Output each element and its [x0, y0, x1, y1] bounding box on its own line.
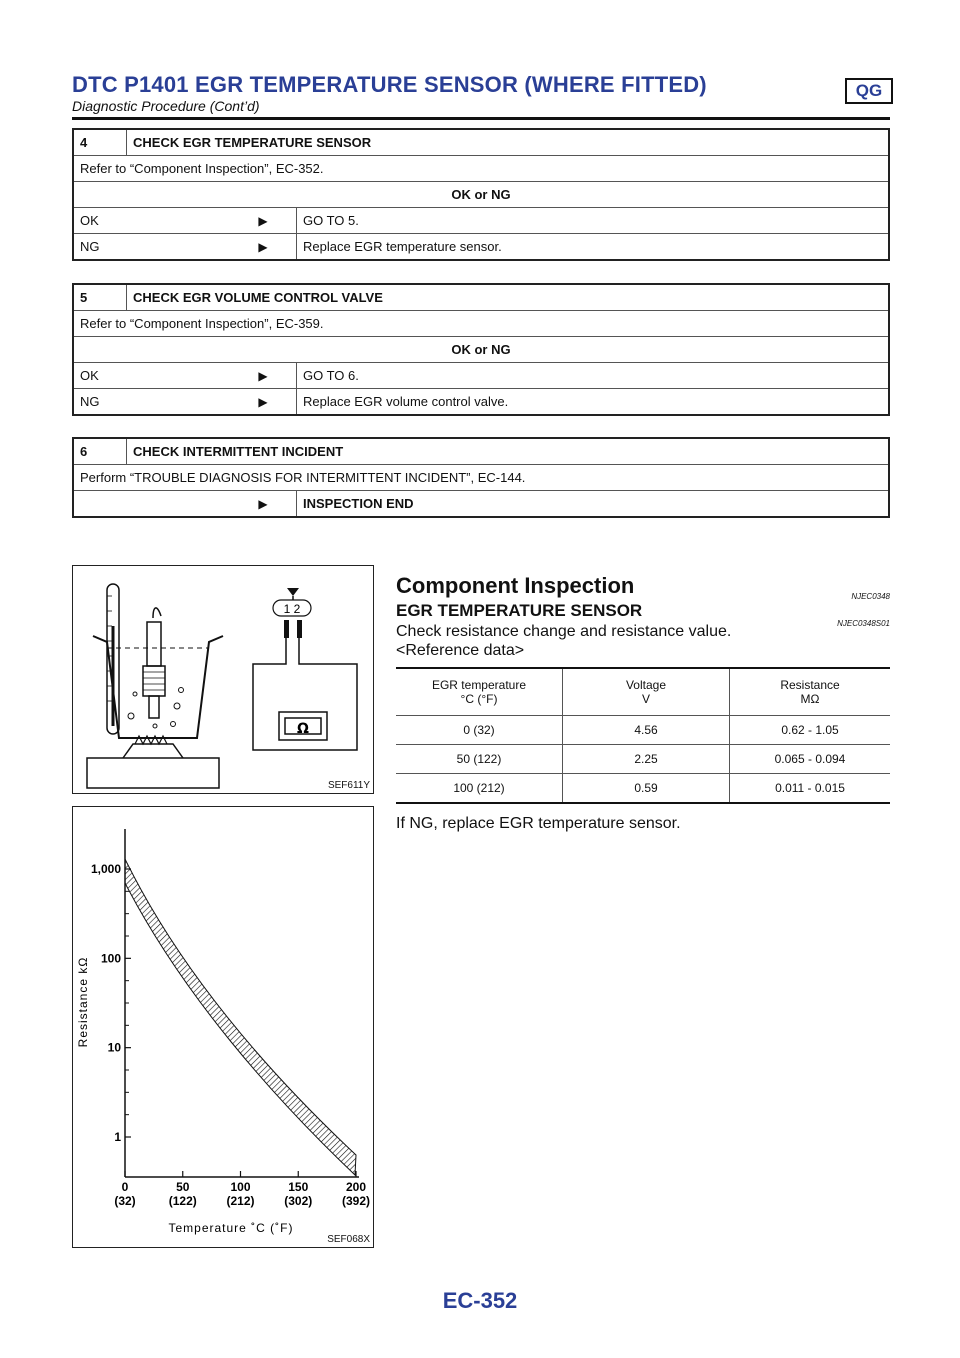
- arrow-icon: ▶: [258, 368, 268, 383]
- section-ref-code: NJEC0348: [851, 592, 890, 601]
- step-title: CHECK INTERMITTENT INCIDENT: [133, 444, 344, 459]
- step-number: 4: [74, 130, 127, 155]
- x-tick-label-f: (212): [226, 1194, 255, 1208]
- step-5-box: [72, 283, 890, 416]
- result-ok-label: OK: [80, 213, 99, 228]
- subsection-heading: EGR TEMPERATURE SENSOR: [396, 601, 643, 620]
- result-ok-action: GO TO 5.: [303, 213, 359, 228]
- page-subtitle: Diagnostic Procedure (Cont’d): [72, 98, 260, 114]
- result-ok-label: OK: [80, 368, 99, 383]
- reference-data-table: [396, 667, 890, 804]
- table-row: 50 (122) 2.25 0.065 - 0.094: [396, 745, 890, 774]
- step-number: 5: [74, 285, 127, 310]
- x-tick-label: 0: [121, 1180, 129, 1194]
- x-tick-label: 100: [230, 1180, 251, 1194]
- instruction-text: Check resistance change and resistance value.: [396, 623, 732, 640]
- x-tick-label-f: (122): [168, 1194, 197, 1208]
- table-header-cell: Resistance MΩ: [730, 668, 891, 716]
- header-rule: [72, 117, 890, 120]
- step-6-box: [72, 437, 890, 518]
- figure-caption: SEF611Y: [327, 780, 370, 791]
- step-title: CHECK EGR VOLUME CONTROL VALVE: [133, 290, 383, 305]
- y-tick-label: 100: [100, 951, 121, 966]
- subsection-ref-code: NJEC0348S01: [837, 619, 890, 628]
- x-tick-label: 200: [345, 1180, 367, 1194]
- table-row: 100 (212) 0.59 0.011 - 0.015: [396, 774, 890, 804]
- arrow-icon: ▶: [258, 394, 268, 409]
- x-tick-label-f: (392): [341, 1194, 371, 1208]
- ng-note: If NG, replace EGR temperature sensor.: [396, 815, 681, 832]
- x-tick-label: 50: [176, 1180, 190, 1194]
- result-ng-label: NG: [80, 394, 100, 409]
- result-ng-action: Replace EGR temperature sensor.: [303, 239, 502, 254]
- resistance-chart-figure: [72, 806, 374, 1248]
- result-ng-action: Replace EGR volume control valve.: [303, 394, 509, 409]
- thermometer-bath-ohmmeter-drawing: [73, 566, 373, 793]
- result-ok-action: GO TO 6.: [303, 368, 359, 383]
- y-tick-label: 10: [107, 1040, 121, 1055]
- step-question: OK or NG: [451, 342, 511, 357]
- arrow-icon: ▶: [258, 213, 268, 228]
- step-question: OK or NG: [451, 187, 511, 202]
- sensor-test-illustration: [72, 565, 374, 794]
- section-heading: Component Inspection: [396, 573, 635, 598]
- result-ng-label: NG: [80, 239, 100, 254]
- engine-code-badge: QG: [845, 78, 893, 104]
- table-row: 0 (32) 4.56 0.62 - 1.05: [396, 716, 890, 745]
- x-tick-label-f: (32): [114, 1194, 136, 1208]
- connector-terminal-label: 1 2: [283, 602, 301, 616]
- x-tick-label-f: (302): [284, 1194, 313, 1208]
- result-end-action: INSPECTION END: [303, 496, 414, 511]
- x-axis-label: Temperature ˚C (˚F): [168, 1221, 294, 1235]
- ohm-icon: Ω: [297, 721, 309, 737]
- step-instruction: Refer to “Component Inspection”, EC-359.: [80, 316, 324, 331]
- table-header-cell: EGR temperature °C (°F): [396, 668, 563, 716]
- step-instruction: Perform “TROUBLE DIAGNOSIS FOR INTERMITTENT INCIDENT”, EC-144.: [80, 470, 526, 485]
- step-4-box: [72, 128, 890, 261]
- arrow-icon: ▶: [258, 496, 268, 511]
- y-axis-label: Resistance kΩ: [76, 956, 90, 1048]
- x-tick-label: 150: [288, 1180, 309, 1194]
- step-instruction: Refer to “Component Inspection”, EC-352.: [80, 161, 324, 176]
- page-number: EC-352: [442, 1288, 518, 1313]
- step-number: 6: [74, 439, 127, 464]
- y-tick-label: 1,000: [90, 862, 121, 876]
- reference-data-label: <Reference data>: [396, 642, 525, 659]
- figure-caption: SEF068X: [327, 1234, 370, 1245]
- step-title: CHECK EGR TEMPERATURE SENSOR: [133, 135, 372, 150]
- y-tick-label: 1: [114, 1130, 121, 1144]
- page-title: DTC P1401 EGR TEMPERATURE SENSOR (WHERE FITTED): [72, 72, 707, 97]
- table-header-cell: Voltage V: [563, 668, 730, 716]
- resistance-temperature-chart: [73, 807, 373, 1247]
- arrow-icon: ▶: [258, 239, 268, 254]
